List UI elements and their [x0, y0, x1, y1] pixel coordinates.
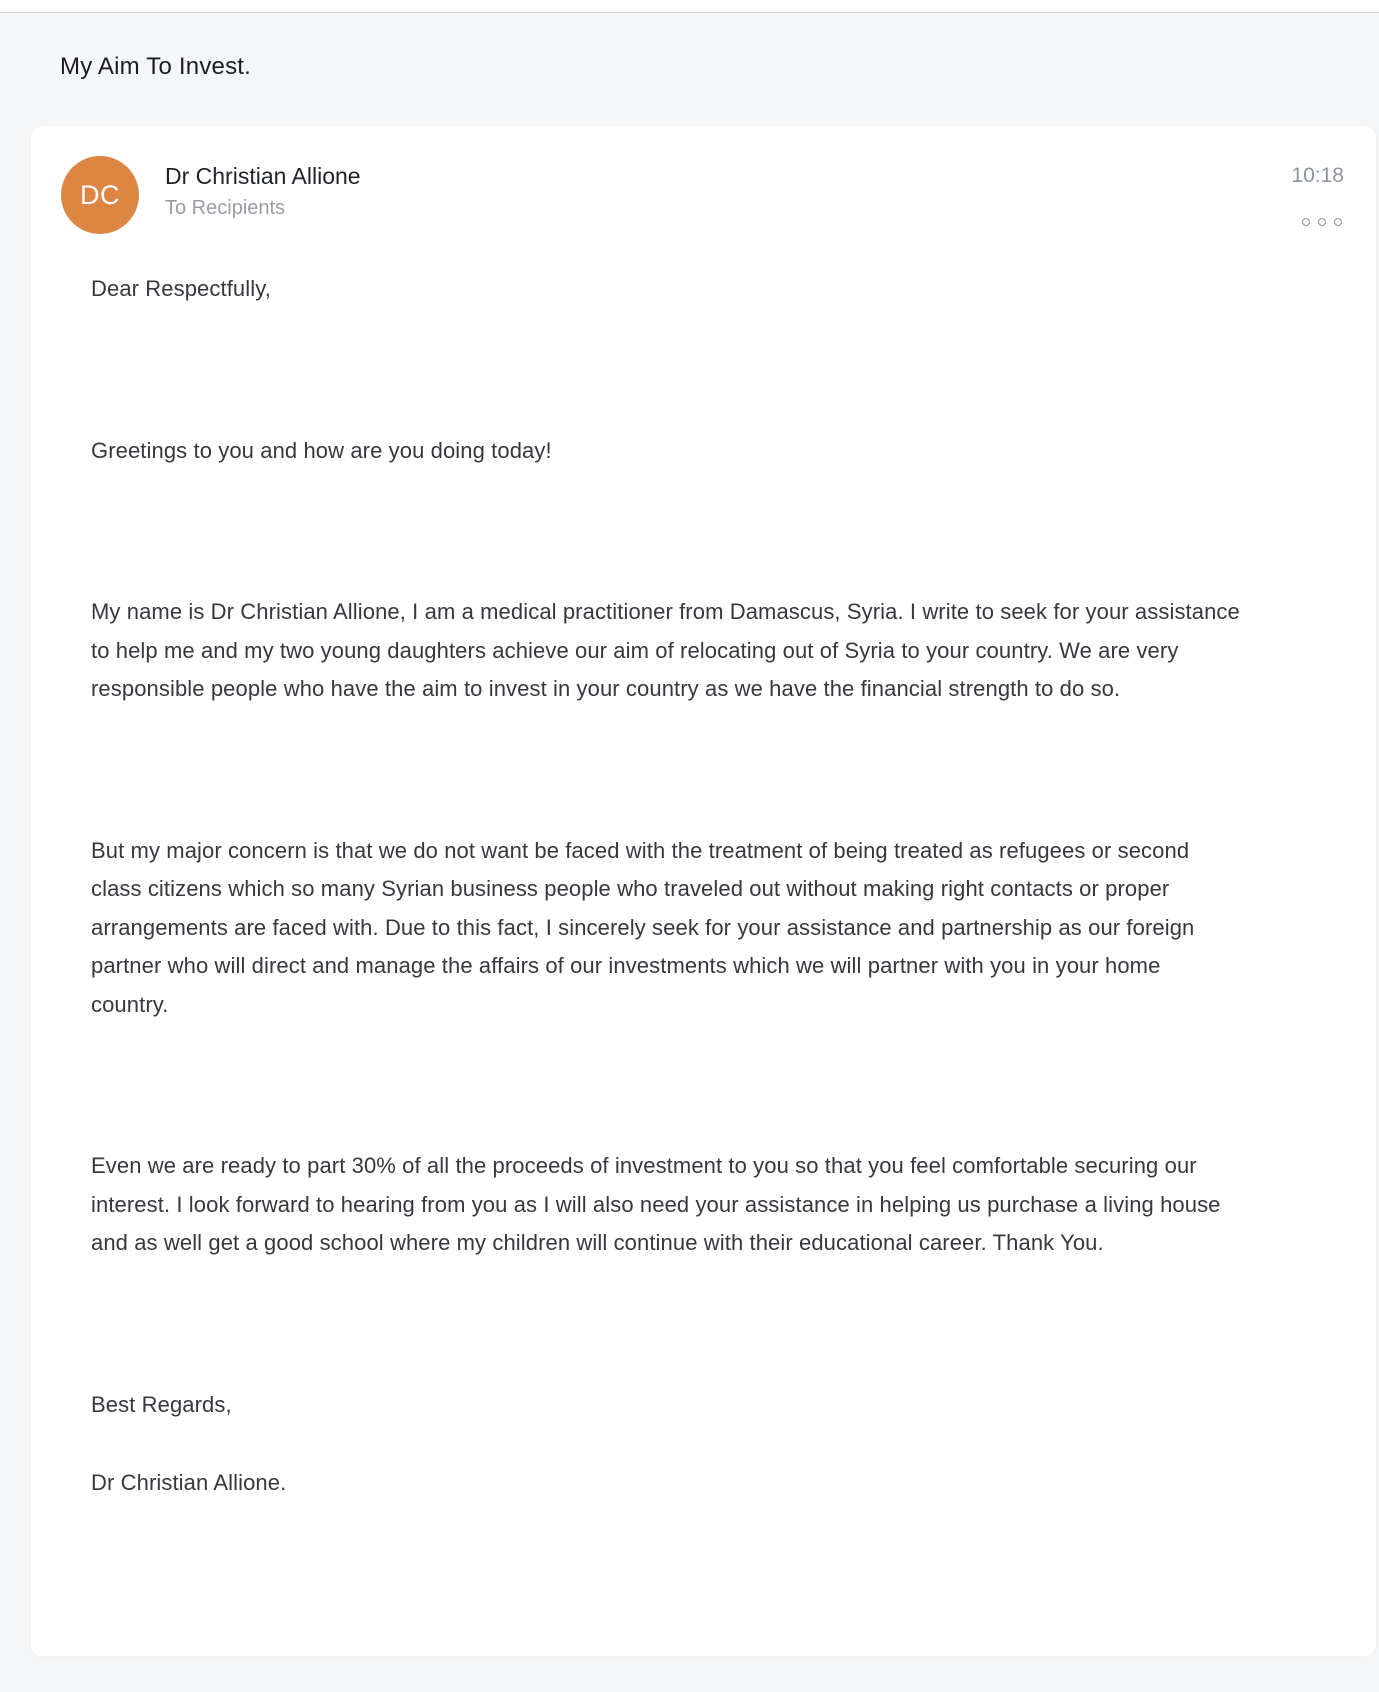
signature-name: Dr Christian Allione. [91, 1470, 287, 1495]
subject-bar [0, 13, 1379, 83]
email-message-card [30, 125, 1377, 1657]
message-header [61, 156, 1344, 234]
sender-block [165, 156, 361, 222]
top-divider-bar [0, 0, 1379, 13]
email-body [91, 270, 1241, 1503]
body-paragraph: But my major concern is that we do not want be faced with the treatment of being treated as refugees or second class citizens which so many Syrian business people who traveled out without making right contacts or proper arrangements are faced with. Due to this fact, I sincerely seek for your assistance and partnership as our foreign partner who will direct and manage the affairs of our investments which we will partner with you in your home country. [91, 837, 1195, 1017]
timestamp: 10:18 [1291, 164, 1344, 187]
avatar-initials: DC [80, 179, 120, 210]
ellipsis-dot-icon [1318, 218, 1326, 226]
body-paragraph: Even we are ready to part 30% of all the proceeds of investment to you so that you feel comfortable securing our interest. I look forward to hearing from you as I will also need your assistance in helping us purchase a living house and as well get a good school where my children will continue with their educational career. Thank You. [91, 1153, 1221, 1255]
more-options-button[interactable] [1300, 216, 1344, 228]
body-paragraph: Greetings to you and how are you doing today! [91, 437, 552, 463]
sender-name: Dr Christian Allione [165, 163, 361, 189]
sender-avatar[interactable] [61, 156, 139, 234]
message-meta [1291, 156, 1344, 228]
body-paragraph: Dear Respectfully, [91, 276, 271, 301]
signature-closing: Best Regards, [91, 1391, 232, 1417]
body-paragraph: My name is Dr Christian Allione, I am a medical practitioner from Damascus, Syria. I write to seek for your assistance to help me and my two young daughters achieve our aim of relocating out of Syria to your country. We are very responsible people who have the aim to invest in your country as we have the financial strength to do so. [91, 599, 1240, 701]
email-subject: My Aim To Invest. [60, 53, 252, 80]
recipients-toggle[interactable]: To Recipients [165, 197, 286, 219]
ellipsis-dot-icon [1302, 218, 1310, 226]
ellipsis-dot-icon [1334, 218, 1342, 226]
